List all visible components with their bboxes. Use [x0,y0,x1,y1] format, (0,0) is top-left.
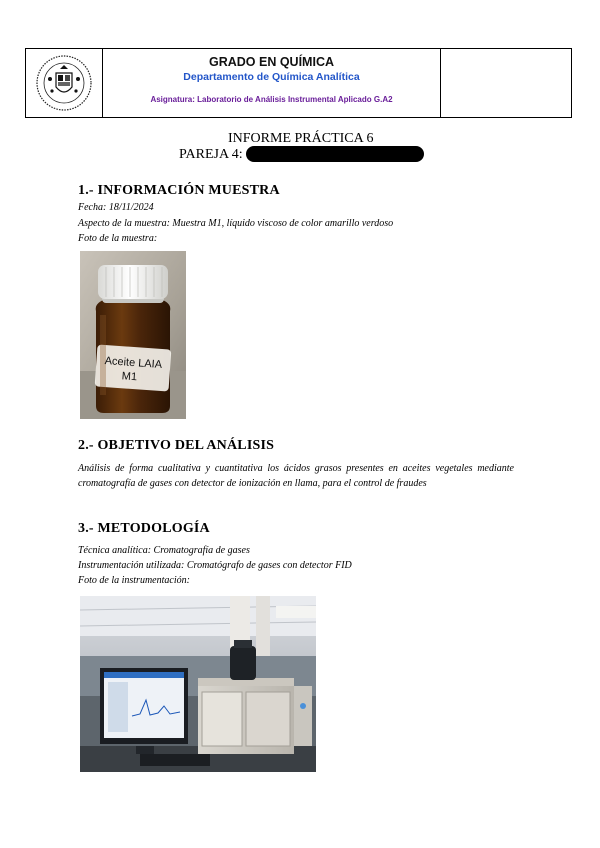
objective-text: Análisis de forma cualitativa y cuantitativa los ácidos grasos presentes en aceites vegetales mediante cromatografía de gases con detector de ionización en llama, para el control de fraudes [78,463,514,489]
section-2-heading: 2.- OBJETIVO DEL ANÁLISIS [78,438,275,453]
subject-line: Asignatura: Laboratorio de Análisis Instrumental Aplicado G.A2 [150,95,393,104]
sample-bottle-photo [80,251,186,419]
header-logo-cell [26,49,103,117]
instrument-photo-label: Foto de la instrumentación: [78,575,190,586]
instrument-photo [80,596,316,772]
report-title: INFORME PRÁCTICA 6 [228,131,374,146]
section-3-heading: 3.- METODOLOGÍA [78,521,210,536]
pair-label: PAREJA 4: [179,147,243,162]
redacted-names-bar [246,146,424,162]
sample-photo-label: Foto de la muestra: [78,233,158,244]
sample-aspect: Aspecto de la muestra: Muestra M1, líquido viscoso de color amarillo verdoso [78,218,394,229]
instrumentation-used: Instrumentación utilizada: Cromatógrafo de gases con detector FID [78,560,352,571]
bottle-label-line2: M1 [121,370,138,384]
document-header [25,48,572,118]
sample-date: Fecha: 18/11/2024 [78,202,154,213]
analytical-technique: Técnica analítica: Cromatografía de gases [78,545,250,556]
university-seal-logo [26,49,102,117]
bottle-label-line1: Aceite LAIA [104,355,163,372]
header-empty-cell [440,49,571,117]
degree-title: GRADO EN QUÍMICA [209,55,334,69]
header-title-cell [102,49,441,117]
department-name: Departamento de Química Analítica [183,71,360,83]
section-1-heading: 1.- INFORMACIÓN MUESTRA [78,183,280,198]
